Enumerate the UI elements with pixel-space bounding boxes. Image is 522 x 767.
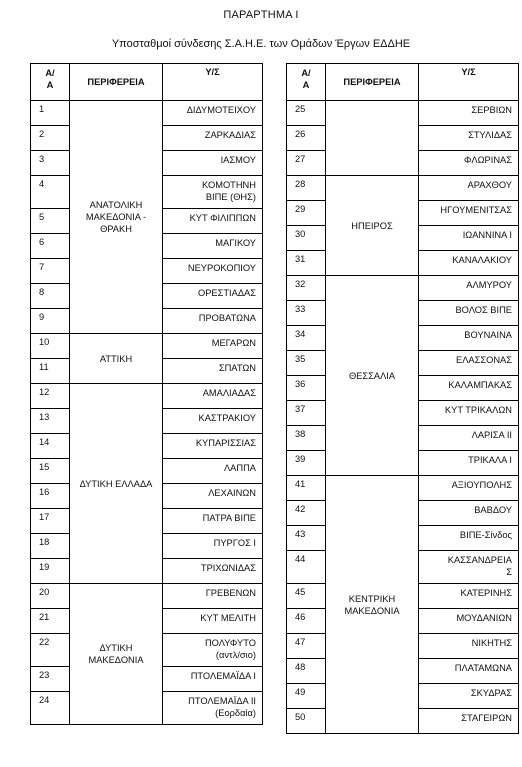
row-number: 24 [31,692,70,725]
row-number: 47 [287,634,326,659]
row-number: 33 [287,301,326,326]
substation-cell: ΗΓΟΥΜΕΝΙΤΣΑΣ [419,201,519,226]
substation-cell: ΠΤΟΛΕΜΑΪΔΑ Ι [163,667,263,692]
substation-cell: ΜΟΥΔΑΝΙΩΝ [419,609,519,634]
region-cell: ΔΥΤΙΚΗ ΜΑΚΕΔΟΝΙΑ [70,584,163,725]
row-number: 35 [287,351,326,376]
column-header-region: ΠΕΡΙΦΕΡΕΙΑ [326,64,419,101]
row-number: 16 [31,484,70,509]
substation-cell: ΑΡΑΧΘΟΥ [419,176,519,201]
substation-cell: ΒΑΒΔΟΥ [419,501,519,526]
substation-cell: ΚΥΤ ΜΕΛΙΤΗ [163,609,263,634]
substation-cell: ΠΥΡΓΟΣ Ι [163,534,263,559]
region-cell: ΑΤΤΙΚΗ [70,334,163,384]
substation-cell: ΟΡΕΣΤΙΑΔΑΣ [163,284,263,309]
row-number: 11 [31,359,70,384]
region-cell [326,101,419,176]
table-row [31,101,263,126]
row-number: 31 [287,251,326,276]
table-row [31,334,263,359]
row-number: 44 [287,551,326,584]
row-number: 50 [287,709,326,734]
row-number: 36 [287,376,326,401]
row-number: 14 [31,434,70,459]
column-header-region: ΠΕΡΙΦΕΡΕΙΑ [70,64,163,101]
substation-cell: ΚΥΤ ΤΡΙΚΑΛΩΝ [419,401,519,426]
row-number: 3 [31,151,70,176]
table-row [287,101,519,126]
table-header-row [31,64,263,101]
row-number: 23 [31,667,70,692]
substation-cell: ΖΑΡΚΑΔΙΑΣ [163,126,263,151]
table-row [287,176,519,201]
substation-cell: ΚΑΛΑΜΠΑΚΑΣ [419,376,519,401]
column-header-substation: Υ/Σ [419,64,519,101]
row-number: 49 [287,684,326,709]
region-cell: ΑΝΑΤΟΛΙΚΗ ΜΑΚΕΔΟΝΙΑ - ΘΡΑΚΗ [70,101,163,334]
row-number: 2 [31,126,70,151]
substation-cell: ΣΚΥΔΡΑΣ [419,684,519,709]
substation-cell: ΠΟΛΥΦΥΤΟ (αντλ/σιο) [163,634,263,667]
substation-cell: ΣΠΑΤΩΝ [163,359,263,384]
table-row [287,476,519,501]
substation-cell: ΚΥΠΑΡΙΣΣΙΑΣ [163,434,263,459]
row-number: 26 [287,126,326,151]
substation-cell: ΚΑΣΤΡΑΚΙΟΥ [163,409,263,434]
substation-cell: ΦΛΩΡΙΝΑΣ [419,151,519,176]
row-number: 18 [31,534,70,559]
row-number: 28 [287,176,326,201]
table-header-row [287,64,519,101]
row-number: 21 [31,609,70,634]
row-number: 12 [31,384,70,409]
row-number: 13 [31,409,70,434]
substation-cell: ΤΡΙΧΩΝΙΔΑΣ [163,559,263,584]
row-number: 10 [31,334,70,359]
row-number: 42 [287,501,326,526]
row-number: 46 [287,609,326,634]
substation-cell: ΛΑΡΙΣΑ ΙΙ [419,426,519,451]
page-title: ΠΑΡΑΡΤΗΜΑ Ι [223,9,299,21]
substation-cell: ΜΕΓΑΡΩΝ [163,334,263,359]
substation-cell: ΛΕΧΑΙΝΩΝ [163,484,263,509]
substation-cell: ΝΙΚΗΤΗΣ [419,634,519,659]
row-number: 38 [287,426,326,451]
substation-cell: ΙΑΣΜΟΥ [163,151,263,176]
row-number: 37 [287,401,326,426]
substation-cell: ΙΩΑΝΝΙΝΑ Ι [419,226,519,251]
row-number: 48 [287,659,326,684]
row-number: 39 [287,451,326,476]
substation-cell: ΔΙΔΥΜΟΤΕΙΧΟΥ [163,101,263,126]
substation-cell: ΒΟΥΝΑΙΝΑ [419,326,519,351]
row-number: 41 [287,476,326,501]
region-cell: ΚΕΝΤΡΙΚΗ ΜΑΚΕΔΟΝΙΑ [326,476,419,734]
substation-cell: ΚΥΤ ΦΙΛΙΠΠΩΝ [163,209,263,234]
row-number: 7 [31,259,70,284]
substation-cell: ΓΡΕΒΕΝΩΝ [163,584,263,609]
substation-cell: ΠΤΟΛΕΜΑΪΔΑ ΙΙ (Εορδαία) [163,692,263,725]
substation-cell: ΝΕΥΡΟΚΟΠΙΟΥ [163,259,263,284]
row-number: 17 [31,509,70,534]
table-row [287,276,519,301]
region-cell: ΔΥΤΙΚΗ ΕΛΛΑΔΑ [70,384,163,584]
row-number: 5 [31,209,70,234]
column-header-aa: Α/ Α [31,64,70,101]
row-number: 22 [31,634,70,667]
page-subtitle: Υποσταθμοί σύνδεσης Σ.Α.Η.Ε. των Ομάδων Έργων ΕΔΔΗΕ [111,38,411,50]
row-number: 4 [31,176,70,209]
substations-table-right [286,63,519,734]
row-number: 43 [287,526,326,551]
row-number: 20 [31,584,70,609]
substation-cell: ΣΕΡΒΙΩΝ [419,101,519,126]
table-row [31,384,263,409]
substation-cell: ΚΑΤΕΡΙΝΗΣ [419,584,519,609]
row-number: 32 [287,276,326,301]
substation-cell: ΛΑΠΠΑ [163,459,263,484]
row-number: 34 [287,326,326,351]
substation-cell: ΑΜΑΛΙΑΔΑΣ [163,384,263,409]
substation-cell: ΠΡΟΒΑΤΩΝΑ [163,309,263,334]
substation-cell: ΚΑΝΑΛΑΚΙΟΥ [419,251,519,276]
substation-cell: ΑΞΙΟΥΠΟΛΗΣ [419,476,519,501]
substation-cell: ΠΑΤΡΑ ΒΙΠΕ [163,509,263,534]
row-number: 1 [31,101,70,126]
row-number: 30 [287,226,326,251]
substation-cell: ΒΙΠΕ-Σίνδος [419,526,519,551]
substation-cell: ΒΟΛΟΣ ΒΙΠΕ [419,301,519,326]
row-number: 15 [31,459,70,484]
region-cell: ΘΕΣΣΑΛΙΑ [326,276,419,476]
substation-cell: ΜΑΓΙΚΟΥ [163,234,263,259]
row-number: 8 [31,284,70,309]
substation-cell: ΣΤΥΛΙΔΑΣ [419,126,519,151]
row-number: 6 [31,234,70,259]
row-number: 29 [287,201,326,226]
substation-cell: ΑΛΜΥΡΟΥ [419,276,519,301]
substation-cell: ΠΛΑΤΑΜΩΝΑ [419,659,519,684]
substations-table-left [30,63,263,725]
substation-cell: ΤΡΙΚΑΛΑ Ι [419,451,519,476]
column-header-substation: Υ/Σ [163,64,263,101]
row-number: 9 [31,309,70,334]
table-row [31,584,263,609]
column-header-aa: Α/ Α [287,64,326,101]
substation-cell: ΚΑΣΣΑΝΔΡΕΙΑ Σ [419,551,519,584]
row-number: 25 [287,101,326,126]
substation-cell: ΣΤΑΓΕΙΡΩΝ [419,709,519,734]
row-number: 27 [287,151,326,176]
substation-cell: ΕΛΑΣΣΟΝΑΣ [419,351,519,376]
row-number: 19 [31,559,70,584]
substation-cell: ΚΟΜΟΤΗΝΗ ΒΙΠΕ (ΘΗΣ) [163,176,263,209]
region-cell: ΗΠΕΙΡΟΣ [326,176,419,276]
row-number: 45 [287,584,326,609]
